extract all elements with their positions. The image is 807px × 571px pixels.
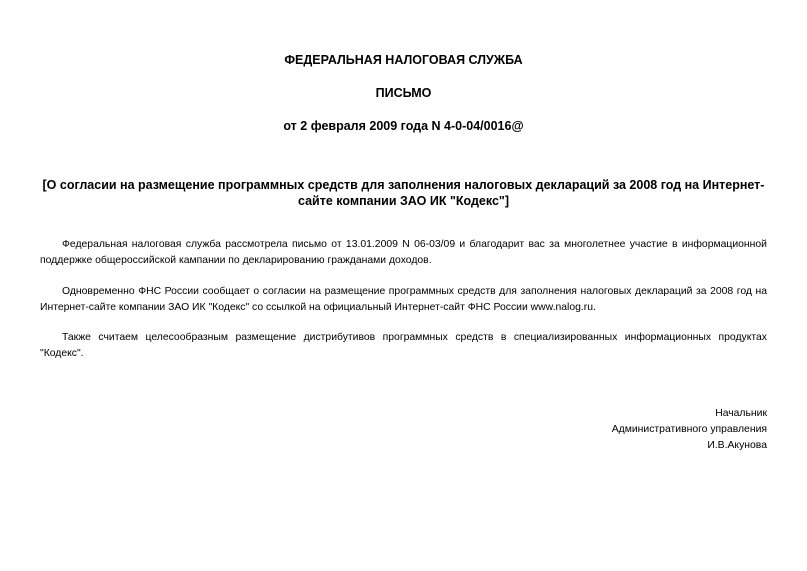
signature-name: И.В.Акунова: [707, 440, 767, 451]
signature-block: [612, 406, 767, 454]
signature-department: Административного управления: [611, 424, 767, 435]
signature-position: Начальник: [715, 408, 767, 419]
paragraph-1: Федеральная налоговая служба рассмотрела письмо от 13.01.2009 N 06-03/09 и благодарит вас за многолетнее участие в информационной поддержке общероссийской кампании по декларированию гражданами доходов.: [40, 239, 767, 266]
document-title: [О согласии на размещение программных средств для заполнения налоговых деклараций за 2008 год на Интернет-сайте компании ЗАО ИК "Кодекс"]: [42, 178, 765, 208]
agency-name: ФЕДЕРАЛЬНАЯ НАЛОГОВАЯ СЛУЖБА: [284, 53, 523, 67]
document-date-number: от 2 февраля 2009 года N 4-0-04/0016@: [283, 119, 524, 133]
paragraph-3: Также считаем целесообразным размещение дистрибутивов программных средств в специализированных информационных продуктах "Кодекс".: [40, 332, 767, 359]
document-type: ПИСЬМО: [375, 86, 432, 100]
paragraph-2: Одновременно ФНС России сообщает о согласии на размещение программных средств для заполнения налоговых деклараций за 2008 год на Интернет-сайте компании ЗАО ИК "Кодекс" со ссылкой на официальный Интернет-сайт ФНС России www.nalog.ru.: [40, 286, 767, 313]
